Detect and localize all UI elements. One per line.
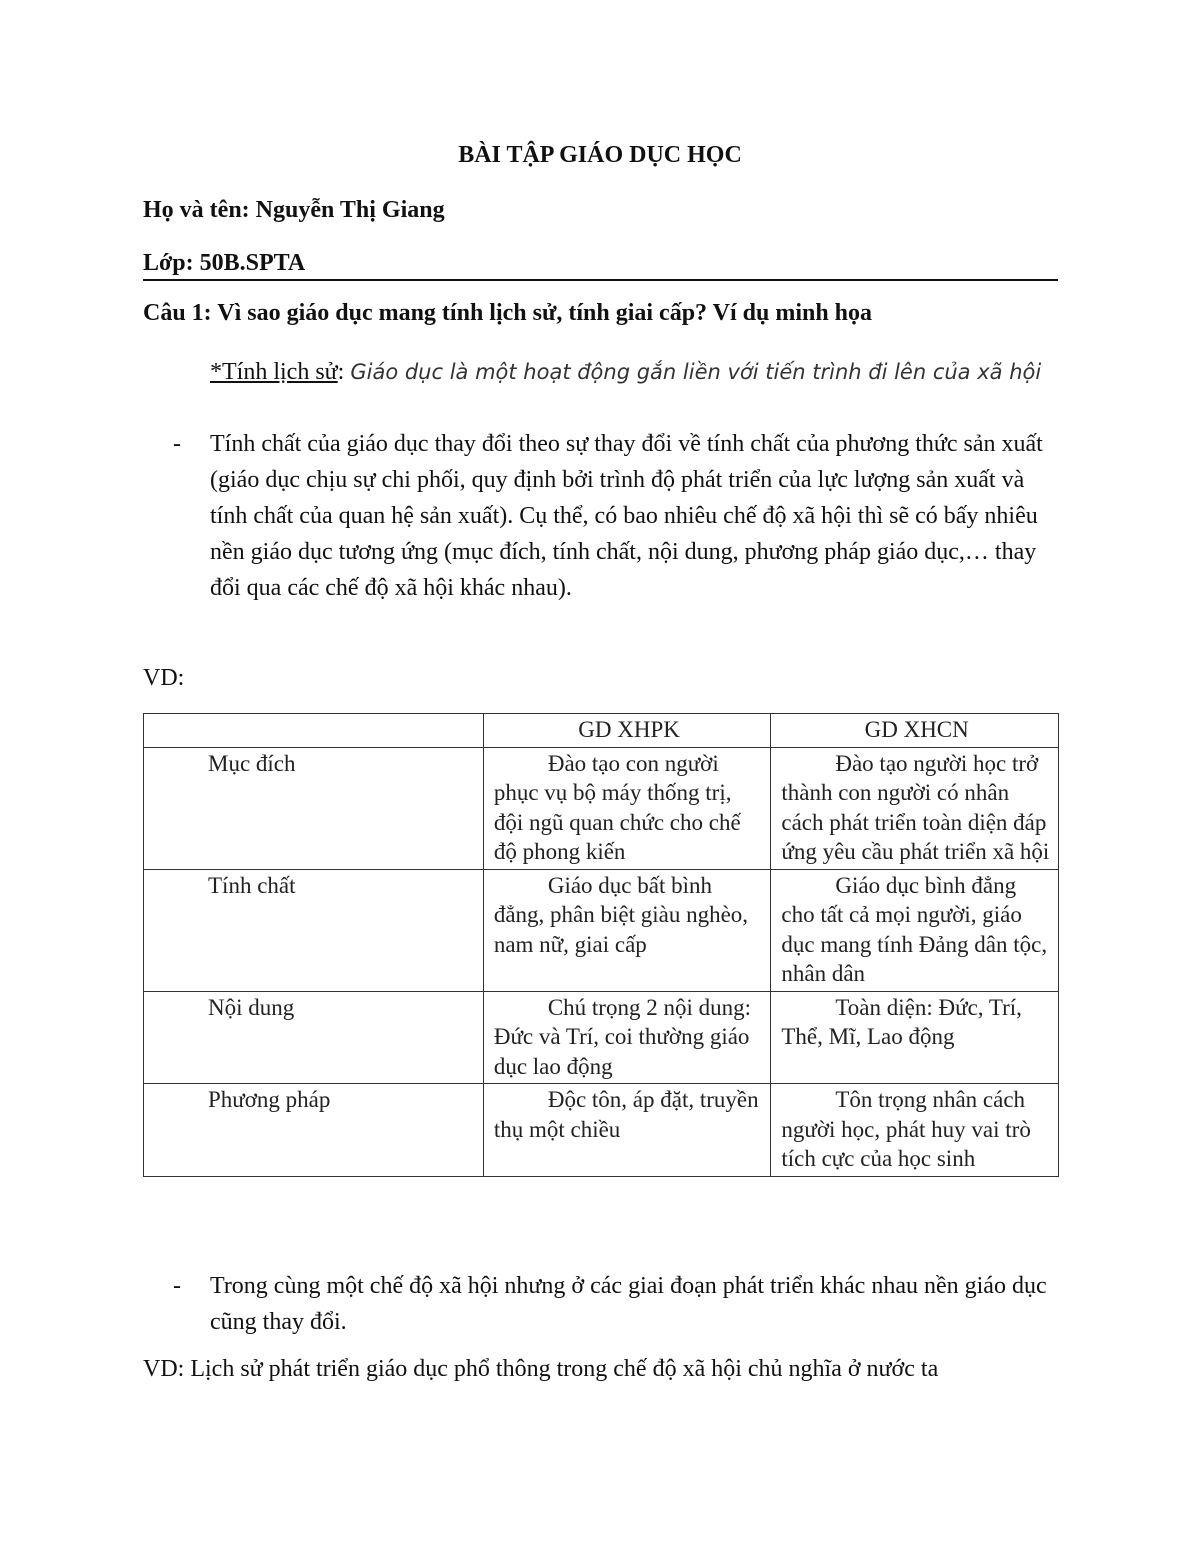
table-row — [144, 869, 1059, 991]
table-cell: Toàn diện: Đức, Trí, Thể, Mĩ, Lao động — [781, 994, 1022, 1049]
table-row — [144, 747, 1059, 869]
bullet-text: Trong cùng một chế độ xã hội nhưng ở các giai đoạn phát triển khác nhau nền giáo dục cũng thay đổi. — [210, 1273, 1047, 1335]
historical-paragraph — [210, 354, 1060, 390]
bullet-dash: - — [173, 1273, 181, 1299]
student-class: Lớp: 50B.SPTA — [143, 250, 306, 276]
table-header-cell — [144, 714, 484, 748]
row-label: Tính chất — [144, 869, 484, 991]
table-header-cell: GD XHPK — [483, 714, 771, 748]
table-header-row — [144, 714, 1059, 748]
row-label: Phương pháp — [144, 1084, 484, 1177]
row-label: Nội dung — [144, 991, 484, 1084]
table-header-cell: GD XHCN — [771, 714, 1059, 748]
question-heading: Câu 1: Vì sao giáo dục mang tính lịch sử, tính giai cấp? Ví dụ minh họa — [143, 300, 873, 326]
table-cell: Đào tạo người học trở thành con người có nhân cách phát triển toàn diện đáp ứng yêu cầu phát triển xã hội — [781, 750, 1050, 864]
table-row — [144, 1084, 1059, 1177]
example-line: VD: Lịch sử phát triển giáo dục phổ thông trong chế độ xã hội chủ nghĩa ở nước ta — [143, 1356, 939, 1382]
example-label: VD: — [143, 665, 185, 691]
table-cell: Đào tạo con người phục vụ bộ máy thống trị, đội ngũ quan chức cho chế độ phong kiến — [493, 750, 741, 864]
table-cell: Chú trọng 2 nội dung: Đức và Trí, coi thường giáo dục lao động — [493, 994, 751, 1079]
horizontal-rule — [143, 279, 1058, 281]
bullet-dash: - — [173, 431, 181, 457]
historical-colon: : — [337, 359, 351, 385]
table-row — [144, 991, 1059, 1084]
row-label: Mục đích — [144, 747, 484, 869]
table-cell: Giáo dục bình đẳng cho tất cả mọi người, giáo dục mang tính Đảng dân tộc, nhân dân — [781, 872, 1048, 986]
historical-label: *Tính lịch sử — [210, 359, 338, 385]
table-cell: Tôn trọng nhân cách người học, phát huy vai trò tích cực của học sinh — [781, 1087, 1031, 1171]
table-cell: Giáo dục bất bình đẳng, phân biệt giàu nghèo, nam nữ, giai cấp — [493, 872, 749, 957]
student-name: Họ và tên: Nguyễn Thị Giang — [143, 197, 445, 223]
comparison-table — [143, 713, 1059, 1177]
historical-definition: Giáo dục là một hoạt động gắn liền với tiến trình đi lên của xã hội — [350, 360, 1042, 384]
table-cell: Độc tôn, áp đặt, truyền thụ một chiều — [493, 1087, 759, 1142]
document-title: BÀI TẬP GIÁO DỤC HỌC — [458, 142, 742, 168]
bullet-text: Tính chất của giáo dục thay đổi theo sự thay đổi về tính chất của phương thức sản xuất (giáo dục chịu sự chi phối, quy định bởi trình độ phát triển của lực lượng sản xuất và tính chất của quan hệ sản xuất). Cụ thể, có bao nhiêu chế độ xã hội thì sẽ có bấy nhiêu nền giáo dục tương ứng (mục đích, tính chất, nội dung, phương pháp giáo dục,… thay đổi qua các chế độ xã hội khác nhau). — [210, 431, 1043, 601]
